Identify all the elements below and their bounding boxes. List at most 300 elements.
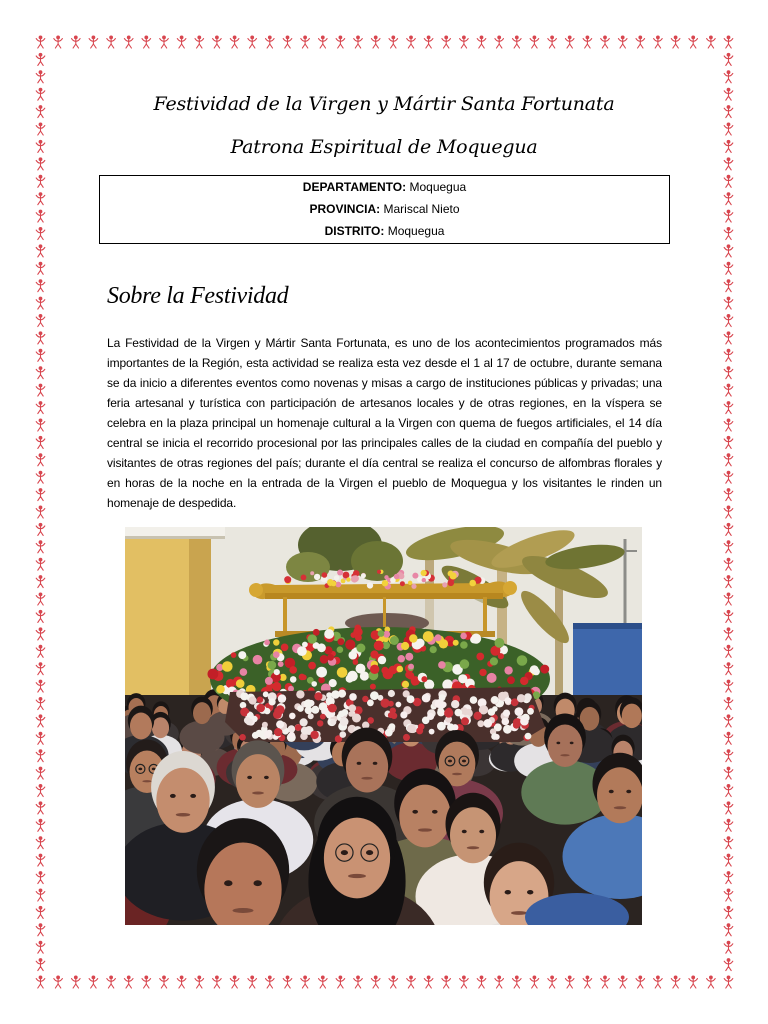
border-figure-icon bbox=[477, 976, 486, 989]
roof-flower bbox=[450, 572, 457, 579]
carnation bbox=[388, 690, 395, 697]
border-figure-icon bbox=[724, 540, 733, 553]
person-mouth bbox=[614, 806, 627, 809]
person-eye bbox=[448, 760, 452, 763]
border-figure-icon bbox=[724, 227, 733, 240]
flower bbox=[507, 676, 515, 684]
blue-building-trim bbox=[573, 623, 642, 629]
flower bbox=[337, 667, 348, 678]
border-figure-icon bbox=[565, 976, 574, 989]
flower bbox=[273, 651, 280, 658]
person-eye bbox=[152, 768, 156, 771]
carnation bbox=[295, 724, 302, 731]
border-figure-icon bbox=[36, 784, 45, 797]
carnation bbox=[429, 729, 435, 735]
border-figure-icon bbox=[724, 262, 733, 275]
border-figure-icon bbox=[636, 976, 645, 989]
flower bbox=[402, 681, 409, 688]
border-figure-icon bbox=[724, 297, 733, 310]
carnation bbox=[317, 720, 323, 726]
border-figure-icon bbox=[36, 53, 45, 66]
border-figure-icon bbox=[36, 854, 45, 867]
section-heading: Sobre la Festividad bbox=[107, 283, 289, 309]
border-figure-icon bbox=[707, 36, 716, 49]
carnation bbox=[502, 692, 508, 698]
carnation bbox=[451, 700, 459, 708]
flower bbox=[226, 679, 235, 688]
border-figure-icon bbox=[248, 976, 257, 989]
border-figure-icon bbox=[724, 349, 733, 362]
border-figure-icon bbox=[724, 70, 733, 83]
roof-flower bbox=[346, 577, 350, 581]
flower bbox=[479, 669, 486, 676]
carnation bbox=[517, 694, 525, 702]
border-figure-icon bbox=[424, 976, 433, 989]
person-eye bbox=[479, 830, 484, 834]
border-figure-icon bbox=[724, 210, 733, 223]
border-figure-icon bbox=[724, 558, 733, 571]
border-figure-icon bbox=[36, 645, 45, 658]
border-figure-icon bbox=[724, 923, 733, 936]
border-figure-icon bbox=[389, 976, 398, 989]
carnation bbox=[314, 692, 322, 700]
carnation bbox=[249, 696, 257, 704]
roof-flower bbox=[442, 582, 447, 587]
carnation bbox=[342, 709, 349, 716]
carnation bbox=[418, 723, 425, 730]
border-figure-icon bbox=[36, 923, 45, 936]
border-figure-icon bbox=[724, 366, 733, 379]
border-figure-icon bbox=[36, 871, 45, 884]
border-figure-icon bbox=[36, 506, 45, 519]
border-figure-icon bbox=[266, 976, 275, 989]
border-figure-icon bbox=[36, 680, 45, 693]
border-figure-icon bbox=[407, 976, 416, 989]
border-figure-icon bbox=[724, 488, 733, 501]
carnation bbox=[330, 719, 336, 725]
person-eye bbox=[341, 850, 348, 855]
person-face bbox=[622, 704, 642, 729]
person-eye bbox=[462, 760, 466, 763]
carnation bbox=[470, 696, 478, 704]
section-paragraph: La Festividad de la Virgen y Mártir Santa Fortunata, es uno de los acontecimientos programados más importantes de la Región, esta actividad se realiza esta vez desde el 1 al 17 de octubre, durante semana se da inicio a diferentes eventos como novenas y misas a cargo de instituciones públicas y privadas; una feria artesanal y turística con participación de artesanos locales y de otras regiones, en la víspera se celebra en la plaza principal un homenaje cultural a la Virgen con quema de fuegos artificiales, el 14 día central se inicia el recorrido procesional por las principales calles de la ciudad en compañía del pueblo y visitantes de otras regiones del país; durante el día central se realiza el concurso de alfombras florales y en horas de la noche en la entrada de la Virgen el pueblo de Moquegua y los visitantes le rinden un homenaje de despedida. bbox=[107, 336, 662, 510]
flower bbox=[453, 640, 459, 646]
flower bbox=[390, 636, 399, 645]
person-eye bbox=[224, 880, 232, 886]
carnation bbox=[340, 731, 347, 738]
roof-flower bbox=[394, 574, 400, 580]
roof-flower bbox=[412, 573, 418, 579]
border-figure-icon bbox=[319, 36, 328, 49]
border-figure-icon bbox=[354, 36, 363, 49]
carnation bbox=[444, 708, 453, 717]
border-figure-icon bbox=[601, 36, 610, 49]
border-figure-icon bbox=[724, 314, 733, 327]
carnation bbox=[240, 692, 248, 700]
border-figure-icon bbox=[513, 36, 522, 49]
flower bbox=[397, 666, 404, 673]
border-figure-icon bbox=[724, 453, 733, 466]
border-figure-icon bbox=[724, 941, 733, 954]
border-figure-icon bbox=[89, 36, 98, 49]
person-face bbox=[236, 754, 280, 808]
border-figure-icon bbox=[724, 575, 733, 588]
roof-flower bbox=[284, 576, 291, 583]
flower bbox=[378, 656, 386, 664]
border-figure-icon bbox=[36, 749, 45, 762]
flower bbox=[476, 653, 484, 661]
flower bbox=[405, 653, 413, 661]
border-figure-icon bbox=[671, 976, 680, 989]
border-figure-icon bbox=[724, 976, 733, 989]
roof-flower bbox=[334, 575, 339, 580]
border-figure-icon bbox=[636, 36, 645, 49]
flower bbox=[338, 638, 345, 645]
border-figure-icon bbox=[36, 523, 45, 536]
flower bbox=[370, 665, 379, 674]
carnation bbox=[505, 697, 512, 704]
roof-flower bbox=[310, 571, 314, 575]
border-figure-icon bbox=[36, 836, 45, 849]
person-mouth bbox=[560, 754, 570, 756]
roof-flower bbox=[377, 570, 381, 574]
border-figure-icon bbox=[54, 36, 63, 49]
carnation bbox=[474, 712, 482, 720]
person-eye bbox=[626, 790, 631, 794]
border-figure-icon bbox=[548, 36, 557, 49]
carnation bbox=[276, 705, 285, 714]
flower bbox=[327, 654, 334, 661]
person-face bbox=[152, 717, 169, 738]
person-eye bbox=[609, 790, 614, 794]
border-figure-icon bbox=[724, 471, 733, 484]
border-figure-icon bbox=[724, 836, 733, 849]
border-figure-icon bbox=[724, 279, 733, 292]
roof-flower bbox=[411, 584, 416, 589]
carnation bbox=[349, 704, 357, 712]
border-figure-icon bbox=[142, 36, 151, 49]
person-eye bbox=[190, 794, 196, 798]
border-figure-icon bbox=[724, 784, 733, 797]
border-figure-icon bbox=[583, 36, 592, 49]
border-figure-icon bbox=[724, 732, 733, 745]
person-eye bbox=[254, 880, 262, 886]
roof-flower bbox=[314, 574, 320, 580]
border-figure-icon bbox=[36, 36, 45, 49]
border-figure-icon bbox=[371, 36, 380, 49]
flower bbox=[401, 642, 409, 650]
flower bbox=[264, 640, 270, 646]
border-figure-icon bbox=[72, 976, 81, 989]
document-subtitle: Patrona Espiritual de Moquegua bbox=[230, 136, 538, 158]
border-figure-icon bbox=[654, 36, 663, 49]
border-figure-icon bbox=[724, 401, 733, 414]
litter-scroll-ornament bbox=[249, 583, 263, 597]
border-figure-icon bbox=[513, 976, 522, 989]
flower bbox=[337, 646, 344, 653]
flower bbox=[378, 630, 385, 637]
person-eye bbox=[527, 890, 533, 894]
border-figure-icon bbox=[36, 610, 45, 623]
border-figure-icon bbox=[54, 976, 63, 989]
roof-flower bbox=[367, 582, 373, 588]
yellow-building-shade bbox=[189, 537, 211, 717]
carnation bbox=[310, 731, 318, 739]
person-face bbox=[548, 724, 583, 767]
border-figure-icon bbox=[36, 662, 45, 675]
border-figure-icon bbox=[301, 36, 310, 49]
person-eye bbox=[556, 742, 560, 745]
carnation bbox=[515, 707, 524, 716]
border-figure-icon bbox=[724, 958, 733, 971]
border-figure-icon bbox=[724, 175, 733, 188]
carnation bbox=[289, 732, 295, 738]
carnation bbox=[340, 717, 349, 726]
carnation bbox=[389, 723, 396, 730]
border-figure-icon bbox=[389, 36, 398, 49]
roof-flower bbox=[301, 575, 307, 581]
border-figure-icon bbox=[724, 53, 733, 66]
border-figure-icon bbox=[530, 36, 539, 49]
border-figure-icon bbox=[195, 36, 204, 49]
border-figure-icon bbox=[724, 331, 733, 344]
flower bbox=[288, 686, 294, 692]
border-figure-icon bbox=[36, 401, 45, 414]
departamento-line bbox=[100, 176, 669, 198]
flower bbox=[231, 652, 237, 658]
carnation bbox=[349, 693, 357, 701]
border-figure-icon bbox=[548, 976, 557, 989]
person-mouth bbox=[361, 777, 373, 780]
roof-flower bbox=[322, 572, 328, 578]
border-figure-icon bbox=[36, 262, 45, 275]
border-figure-icon bbox=[213, 976, 222, 989]
border-figure-icon bbox=[460, 976, 469, 989]
carnation bbox=[461, 717, 469, 725]
flower bbox=[347, 671, 358, 682]
border-figure-icon bbox=[654, 976, 663, 989]
roof-flower bbox=[448, 580, 455, 587]
border-figure-icon bbox=[724, 714, 733, 727]
border-figure-icon bbox=[36, 227, 45, 240]
border-figure-icon bbox=[724, 593, 733, 606]
border-figure-icon bbox=[36, 471, 45, 484]
carnation bbox=[311, 706, 319, 714]
flower bbox=[408, 664, 414, 670]
flower bbox=[374, 641, 384, 651]
border-figure-icon bbox=[36, 941, 45, 954]
flower bbox=[533, 668, 540, 675]
provincia-line bbox=[100, 198, 669, 220]
border-figure-icon bbox=[36, 714, 45, 727]
roof-flower bbox=[422, 578, 426, 582]
border-figure-icon bbox=[36, 314, 45, 327]
border-figure-icon bbox=[36, 767, 45, 780]
person-eye bbox=[170, 794, 176, 798]
carnation bbox=[435, 699, 444, 708]
border-figure-icon bbox=[160, 36, 169, 49]
border-figure-icon bbox=[407, 36, 416, 49]
border-figure-icon bbox=[36, 331, 45, 344]
border-figure-icon bbox=[36, 819, 45, 832]
border-figure-icon bbox=[724, 871, 733, 884]
flower bbox=[265, 677, 273, 685]
person-eye bbox=[432, 810, 438, 814]
border-figure-icon bbox=[618, 36, 627, 49]
border-figure-icon bbox=[36, 958, 45, 971]
flower bbox=[253, 655, 263, 665]
departamento-label: DEPARTAMENTO: bbox=[302, 180, 407, 194]
border-figure-icon bbox=[124, 976, 133, 989]
person-eye bbox=[570, 742, 574, 745]
flower bbox=[470, 636, 478, 644]
location-box bbox=[99, 175, 670, 244]
carnation bbox=[367, 717, 374, 724]
border-figure-icon bbox=[583, 976, 592, 989]
border-figure-icon bbox=[36, 244, 45, 257]
border-figure-icon bbox=[36, 192, 45, 205]
person-mouth bbox=[418, 828, 432, 831]
border-figure-icon bbox=[724, 697, 733, 710]
distrito-line bbox=[100, 220, 669, 242]
departamento-value: Moquegua bbox=[409, 180, 467, 194]
carnation bbox=[362, 696, 368, 702]
roof-flower bbox=[382, 580, 388, 586]
border-figure-icon bbox=[495, 976, 504, 989]
border-figure-icon bbox=[495, 36, 504, 49]
person-mouth bbox=[233, 908, 254, 913]
person-face bbox=[156, 768, 209, 833]
border-figure-icon bbox=[36, 210, 45, 223]
flower bbox=[421, 676, 427, 682]
carnation bbox=[289, 713, 296, 720]
flower bbox=[353, 659, 359, 665]
carnation bbox=[320, 714, 326, 720]
person-eye bbox=[505, 890, 511, 894]
border-figure-icon bbox=[724, 662, 733, 675]
flower bbox=[299, 674, 306, 681]
border-figure-icon bbox=[336, 976, 345, 989]
border-figure-icon bbox=[36, 906, 45, 919]
border-figure-icon bbox=[618, 976, 627, 989]
carnation bbox=[256, 730, 263, 737]
border-figure-icon bbox=[460, 36, 469, 49]
flower bbox=[273, 639, 279, 645]
carnation bbox=[352, 714, 361, 723]
flower bbox=[313, 629, 320, 636]
carnation bbox=[296, 690, 304, 698]
flower bbox=[311, 681, 317, 687]
border-figure-icon bbox=[424, 36, 433, 49]
white-carnation-band bbox=[225, 687, 545, 743]
border-figure-icon bbox=[724, 419, 733, 432]
border-figure-icon bbox=[283, 36, 292, 49]
border-figure-icon bbox=[601, 976, 610, 989]
procession-photo bbox=[125, 527, 642, 925]
carnation bbox=[520, 717, 529, 726]
roof-flower bbox=[327, 579, 333, 585]
carnation bbox=[264, 731, 271, 738]
carnation bbox=[264, 708, 270, 714]
border-figure-icon bbox=[36, 976, 45, 989]
border-figure-icon bbox=[724, 506, 733, 519]
carnation bbox=[427, 713, 434, 720]
flower bbox=[504, 666, 512, 674]
document-title: Festividad de la Virgen y Mártir Santa Fortunata bbox=[153, 93, 615, 115]
carnation bbox=[256, 704, 265, 713]
roof-flower bbox=[408, 581, 412, 585]
roof-flower bbox=[469, 580, 476, 587]
carnation bbox=[244, 717, 251, 724]
flower bbox=[281, 644, 289, 652]
person-eye bbox=[138, 768, 142, 771]
roof-flower bbox=[343, 572, 350, 579]
carnation bbox=[527, 708, 534, 715]
flower bbox=[289, 666, 297, 674]
border-figure-icon bbox=[565, 36, 574, 49]
carnation bbox=[269, 698, 276, 705]
roof-flower bbox=[361, 573, 366, 578]
person-eye bbox=[247, 776, 252, 779]
flower bbox=[316, 667, 327, 678]
border-figure-icon bbox=[36, 575, 45, 588]
person-eye bbox=[462, 830, 467, 834]
carnation bbox=[525, 733, 532, 740]
flower bbox=[268, 661, 277, 670]
border-figure-icon bbox=[36, 384, 45, 397]
border-figure-icon bbox=[724, 436, 733, 449]
flower bbox=[238, 651, 246, 659]
border-figure-icon bbox=[36, 436, 45, 449]
border-figure-icon bbox=[160, 976, 169, 989]
carnation bbox=[276, 720, 284, 728]
carnation bbox=[240, 702, 247, 709]
flower bbox=[435, 634, 442, 641]
carnation bbox=[308, 713, 314, 719]
provincia-value: Mariscal Nieto bbox=[383, 202, 460, 216]
flower bbox=[216, 685, 224, 693]
flower bbox=[438, 661, 446, 669]
border-figure-icon bbox=[724, 801, 733, 814]
border-figure-icon bbox=[72, 36, 81, 49]
border-figure-icon bbox=[671, 36, 680, 49]
flower bbox=[240, 668, 248, 676]
border-figure-icon bbox=[707, 976, 716, 989]
person-mouth bbox=[252, 792, 264, 795]
roof-flower bbox=[400, 581, 405, 586]
person-mouth bbox=[142, 780, 152, 782]
flower bbox=[460, 659, 470, 669]
border-figure-icon bbox=[724, 627, 733, 640]
roof-flower bbox=[337, 570, 343, 576]
border-figure-icon bbox=[319, 976, 328, 989]
person-face bbox=[193, 702, 211, 724]
border-figure-icon bbox=[36, 70, 45, 83]
border-figure-icon bbox=[724, 767, 733, 780]
person-eye bbox=[366, 850, 373, 855]
person-mouth bbox=[452, 773, 462, 775]
border-figure-icon bbox=[36, 732, 45, 745]
border-figure-icon bbox=[724, 610, 733, 623]
border-figure-icon bbox=[36, 540, 45, 553]
border-figure-icon bbox=[36, 453, 45, 466]
person-face bbox=[450, 807, 496, 863]
distrito-value: Moquegua bbox=[387, 224, 445, 238]
person-face bbox=[324, 818, 390, 899]
carnation bbox=[257, 697, 263, 703]
border-figure-icon bbox=[124, 36, 133, 49]
border-figure-icon bbox=[36, 627, 45, 640]
